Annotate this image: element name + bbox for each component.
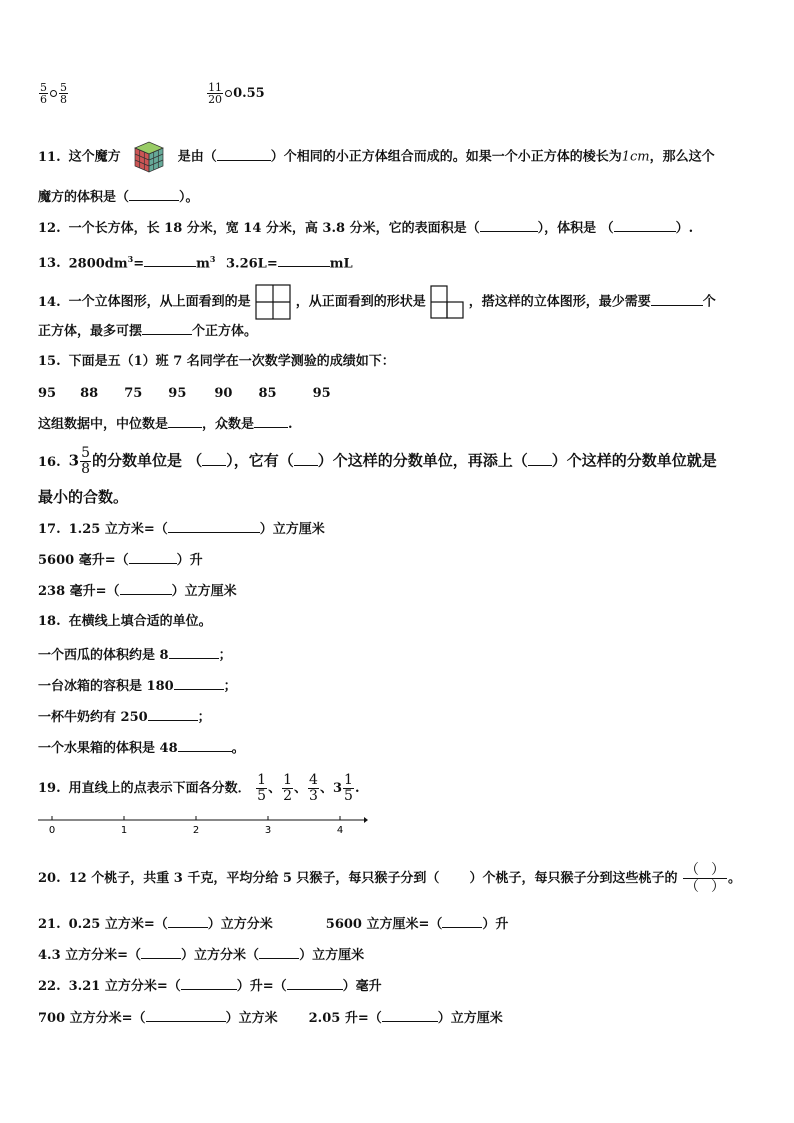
question-22-line2: 700 立方分米=（ ）立方米 2.05 升=（ ）立方厘米 xyxy=(38,1011,503,1026)
answer-blank[interactable] xyxy=(169,646,219,659)
fraction: $\frac{5}{6}$ xyxy=(40,81,47,106)
score: 95 xyxy=(312,386,331,401)
compare-circle[interactable] xyxy=(225,90,232,97)
question-18-line2: 一台冰箱的容积是 180 ； xyxy=(38,679,237,694)
answer-blank[interactable] xyxy=(651,293,703,306)
fraction: $\frac{1}{2}$ xyxy=(283,772,293,804)
score: 88 xyxy=(80,386,99,401)
question-14: 14. 一个立体图形，从上面看到的是 ，从正面看到的形状是 ，搭这样的立体图形，最少需要 个 xyxy=(38,284,716,320)
compare-value: 0.55 xyxy=(233,86,265,101)
fraction: $\frac{11}{20}$ xyxy=(208,81,223,106)
question-15: 15. 下面是五（1）班 7 名同学在一次数学测验的成绩如下： xyxy=(38,354,395,369)
answer-blank[interactable] xyxy=(168,415,202,428)
answer-blank[interactable] xyxy=(168,915,208,928)
number-line-tick-label: 1 xyxy=(120,825,128,836)
question-13: 13. $2800dm^3= m^3$ 3.26L= mL xyxy=(38,254,353,272)
answer-blank[interactable] xyxy=(181,977,237,990)
question-12: 12. 一个长方体，长 18 分米，宽 14 分米，高 3.8 分米，它的表面积是（ ），体积是 （ ）. xyxy=(38,221,694,236)
answer-blank[interactable] xyxy=(144,254,196,267)
top-view-grid xyxy=(255,284,291,320)
question-21: 21. 0.25 立方米=（ ）立方分米 5600 立方厘米=（ ）升 xyxy=(38,917,509,932)
question-11-line2: 魔方的体积是（ ）。 xyxy=(38,190,199,205)
score: 75 xyxy=(124,386,143,401)
number-line-tick-label: 3 xyxy=(264,825,272,836)
answer-blank[interactable] xyxy=(287,977,343,990)
answer-blank[interactable] xyxy=(146,1009,226,1022)
score: 95 xyxy=(168,386,187,401)
score: 90 xyxy=(214,386,233,401)
answer-blank[interactable] xyxy=(278,254,330,267)
scores-row xyxy=(38,385,331,403)
answer-blank[interactable] xyxy=(129,551,177,564)
question-16: 16. 3 $\frac{5}{8}$ 的分数单位是 （ ），它有（ ）个这样的分数单位，再添上（ ）个这样的分数单位就是 xyxy=(38,445,717,477)
number-line-tick-label: 2 xyxy=(192,825,200,836)
fraction: $\frac{5}{8}$ xyxy=(81,445,90,477)
number-line-tick-label: 0 xyxy=(48,825,56,836)
question-18-line3: 一杯牛奶约有 250 ； xyxy=(38,710,211,725)
answer-blank[interactable] xyxy=(614,219,676,232)
answer-blank[interactable] xyxy=(148,708,198,721)
answer-blank[interactable] xyxy=(217,148,271,161)
answer-blank[interactable] xyxy=(120,582,172,595)
fraction: $\frac{4}{3}$ xyxy=(309,772,318,804)
question-19: 19. 用直线上的点表示下面各分数． $\frac{1}{5}$ 、 $\frac{1}{2}$ 、 $\frac{4}{3}$ 、3 $\frac{1}{5}$ . xyxy=(38,772,360,804)
score: 95 xyxy=(38,386,57,401)
question-18-line1: 一个西瓜的体积约是 8 ； xyxy=(38,648,232,663)
answer-blank[interactable] xyxy=(294,451,318,466)
fraction: $\frac{1}{5}$ xyxy=(257,772,267,804)
rubiks-cube-icon xyxy=(133,140,165,174)
question-18: 18. 在横线上填合适的单位。 xyxy=(38,614,212,629)
answer-blank[interactable] xyxy=(129,188,179,201)
answer-blank[interactable] xyxy=(174,677,224,690)
answer-blank[interactable] xyxy=(480,219,538,232)
fraction-answer-box[interactable]: $\frac{( )}{( )}$ xyxy=(684,862,725,895)
question-22: 22. 3.21 立方分米=（ ）升=（ ）毫升 xyxy=(38,979,382,994)
unit-text: 1cm xyxy=(621,149,650,165)
question-21-line2: 4.3 立方分米=（ ）立方分米（ ）立方厘米 xyxy=(38,948,365,963)
fraction: $\frac{1}{5}$ xyxy=(344,772,353,804)
number-line-tick-label: 4 xyxy=(336,825,344,836)
number-line[interactable] xyxy=(38,812,368,842)
compare-circle[interactable] xyxy=(50,90,57,97)
answer-blank[interactable] xyxy=(168,520,260,533)
answer-blank[interactable] xyxy=(259,946,299,959)
answer-blank[interactable] xyxy=(142,322,192,335)
answer-blank[interactable] xyxy=(254,415,288,428)
answer-blank[interactable] xyxy=(178,739,232,752)
question-16-line2: 最小的合数。 xyxy=(38,488,129,506)
answer-blank[interactable] xyxy=(439,870,469,882)
question-17-line2: 5600 毫升=（ ）升 xyxy=(38,553,203,568)
question-20: 20. 12 个桃子，共重 3 千克，平均分给 5 只猴子，每只猴子分到（ ）个桃子，每只猴子分到这些桃子的 $\frac{( )}{( )}$ 。 xyxy=(38,862,741,895)
question-18-line4: 一个水果箱的体积是 48 。 xyxy=(38,741,245,756)
answer-blank[interactable] xyxy=(382,1009,438,1022)
compare-line xyxy=(38,82,265,105)
answer-blank[interactable] xyxy=(528,451,552,466)
answer-blank[interactable] xyxy=(202,451,226,466)
question-17-line3: 238 毫升=（ ）立方厘米 xyxy=(38,584,237,599)
front-view-grid xyxy=(430,285,464,319)
question-14-line2: 正方体，最多可摆 个正方体。 xyxy=(38,324,258,339)
answer-blank[interactable] xyxy=(442,915,482,928)
answer-blank[interactable] xyxy=(141,946,181,959)
score: 85 xyxy=(258,386,277,401)
question-15-line3: 这组数据中，中位数是 ，众数是 . xyxy=(38,417,293,432)
fraction: $\frac{5}{8}$ xyxy=(60,81,67,106)
question-11: 11. 这个魔方 是由（ ）个相同的小正方体组合而成的。如果一个小正方体的棱长为1cm，那么这个 xyxy=(38,140,715,174)
question-17: 17. 1.25 立方米=（ ）立方厘米 xyxy=(38,522,325,537)
